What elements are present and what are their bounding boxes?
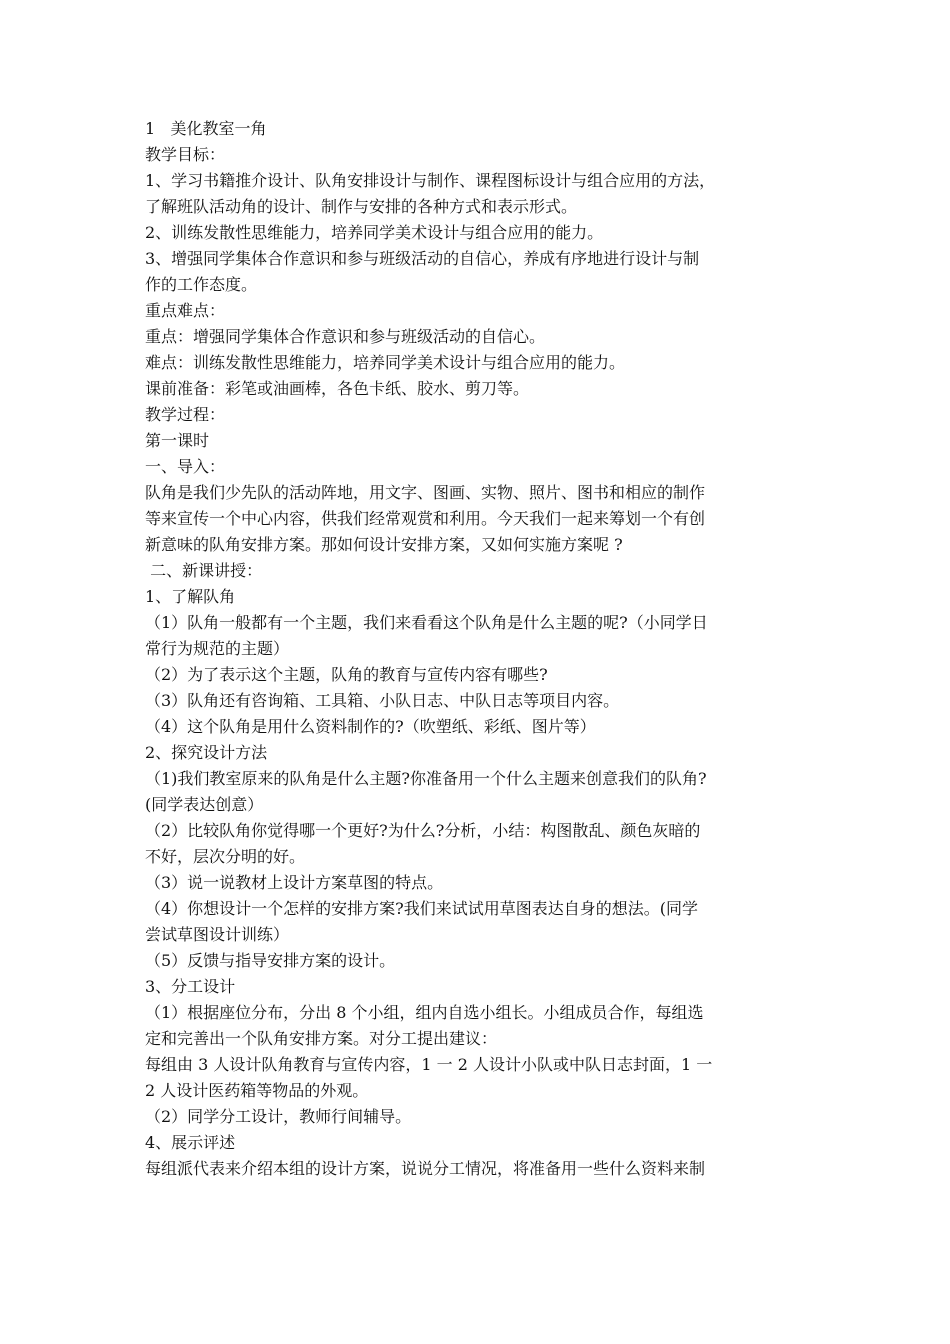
text-line: （5）反馈与指导安排方案的设计。 [145, 951, 396, 970]
text-line: （2）同学分工设计，教师行间辅导。 [145, 1107, 412, 1126]
text-line: 第一课时 [145, 431, 210, 450]
text-line: 1、学习书籍推介设计、队角安排设计与制作、课程图标设计与组合应用的方法， [145, 171, 716, 190]
text-line: 不好，层次分明的好。 [145, 847, 306, 866]
text-line: 教学目标： [145, 145, 226, 164]
text-line: （1）队角一般都有一个主题，我们来看看这个队角是什么主题的呢?（小同学日 [145, 613, 708, 632]
text-line: 课前准备：彩笔或油画棒，各色卡纸、胶水、剪刀等。 [145, 379, 530, 398]
document-page [145, 116, 813, 1182]
text-line: 作的工作态度。 [145, 275, 258, 294]
text-line: （3）说一说教材上设计方案草图的特点。 [145, 873, 444, 892]
text-line: 了解班队活动角的设计、制作与安排的各种方式和表示形式。 [145, 197, 578, 216]
text-line: 3、分工设计 [145, 977, 236, 996]
text-line: 一、导入： [145, 457, 226, 476]
text-line: 2 人设计医药箱等物品的外观。 [145, 1081, 369, 1100]
text-line: 难点：训练发散性思维能力，培养同学美术设计与组合应用的能力。 [145, 353, 626, 372]
text-line: 重点：增强同学集体合作意识和参与班级活动的自信心。 [145, 327, 546, 346]
text-line: 2、探究设计方法 [145, 743, 268, 762]
text-line: 3、增强同学集体合作意识和参与班级活动的自信心，养成有序地进行设计与制 [145, 249, 700, 268]
text-line: 队角是我们少先队的活动阵地，用文字、图画、实物、照片、图书和相应的制作 [145, 483, 706, 502]
text-line: 2、训练发散性思维能力，培养同学美术设计与组合应用的能力。 [145, 223, 604, 242]
text-line: 每组派代表来介绍本组的设计方案，说说分工情况，将准备用一些什么资料来制 [145, 1159, 706, 1178]
text-line: 尝试草图设计训练） [145, 925, 290, 944]
text-line: （3）队角还有咨询箱、工具箱、小队日志、中队日志等项目内容。 [145, 691, 620, 710]
text-line: 教学过程： [145, 405, 226, 424]
text-line: （2）比较队角你觉得哪一个更好?为什么?分析，小结：构图散乱、颜色灰暗的 [145, 821, 701, 840]
text-line: 1 美化教室一角 [145, 119, 267, 138]
text-line: 等来宣传一个中心内容，供我们经常观赏和利用。今天我们一起来筹划一个有创 [145, 509, 706, 528]
text-line: (同学表达创意） [145, 795, 264, 814]
text-line: 每组由 3 人设计队角教育与宣传内容，1 一 2 人设计小队或中队日志封面，1 一 [145, 1055, 713, 1074]
text-line: 重点难点： [145, 301, 226, 320]
text-line: （1）根据座位分布，分出 8 个小组，组内自选小组长。小组成员合作，每组选 [145, 1003, 704, 1022]
text-line: 1、了解队角 [145, 587, 236, 606]
text-line: （1)我们教室原来的队角是什么主题?你准备用一个什么主题来创意我们的队角? [145, 769, 707, 788]
text-line: 二、新课讲授： [145, 561, 263, 580]
text-line: 4、展示评述 [145, 1133, 236, 1152]
text-line: 常行为规范的主题） [145, 639, 290, 658]
text-line: （2）为了表示这个主题，队角的教育与宣传内容有哪些? [145, 665, 548, 684]
text-line: （4）你想设计一个怎样的安排方案?我们来试试用草图表达自身的想法。(同学 [145, 899, 699, 918]
text-line: 定和完善出一个队角安排方案。对分工提出建议： [145, 1029, 498, 1048]
text-line: （4）这个队角是用什么资料制作的?（吹塑纸、彩纸、图片等） [145, 717, 596, 736]
text-line: 新意味的队角安排方案。那如何设计安排方案，又如何实施方案呢 ? [145, 535, 623, 554]
